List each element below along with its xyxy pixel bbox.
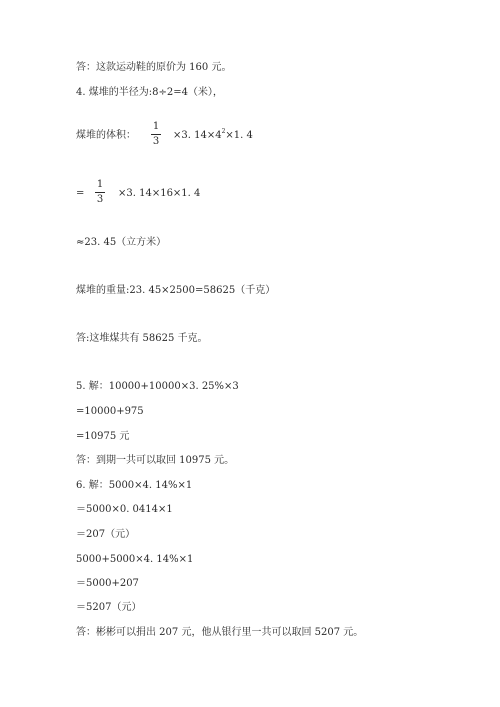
fraction-denominator: 3 [96, 194, 104, 205]
problem-5-solution: 5. 解：10000+10000×3. 25%×3 [76, 381, 239, 392]
volume-result: ≈23. 45（立方米） [76, 237, 167, 248]
answer-line-deposit: 答：到期一共可以取回 10975 元。 [76, 455, 235, 466]
volume-step-expression: ×3. 14×16×1. 4 [118, 188, 201, 199]
fraction-one-third-1 [151, 121, 161, 148]
fraction-denominator: 3 [152, 136, 160, 147]
problem-5-step-2: =10975 元 [76, 431, 130, 442]
problem-4-radius: 4. 煤堆的半径为:8÷2=4（米）， [76, 87, 223, 98]
problem-6-step-4: ＝5000+207 [76, 578, 139, 589]
equals-sign: = [76, 188, 85, 199]
fraction-numerator: 1 [96, 179, 104, 190]
problem-6-step-3: 5000+5000×4. 14%×1 [76, 554, 194, 565]
answer-line-shoe-price: 答：这款运动鞋的原价为 160 元。 [76, 62, 232, 73]
expression-part: ×1. 4 [225, 130, 253, 141]
coal-volume-label: 煤堆的体积： [76, 130, 136, 141]
problem-6-step-1: ＝5000×0. 0414×1 [76, 504, 173, 515]
answer-line-coal: 答:这堆煤共有 58625 千克。 [76, 333, 208, 344]
problem-5-step-1: =10000+975 [76, 406, 144, 417]
answer-line-donation: 答：彬彬可以捐出 207 元，他从银行里一共可以取回 5207 元。 [76, 627, 364, 638]
fraction-numerator: 1 [152, 121, 160, 132]
fraction-bar [151, 134, 161, 135]
fraction-one-third-2 [95, 179, 105, 206]
fraction-bar [95, 192, 105, 193]
problem-6-solution: 6. 解：5000×4. 14%×1 [76, 480, 193, 491]
problem-6-step-2: ＝207（元） [76, 529, 136, 540]
coal-volume-expression [173, 129, 253, 143]
expression-part: ×3. 14×4 [173, 130, 222, 141]
exponent: 2 [221, 128, 226, 135]
problem-6-step-5: ＝5207（元） [76, 602, 142, 613]
coal-weight-line: 煤堆的重量:23. 45×2500=58625（千克） [76, 285, 276, 296]
